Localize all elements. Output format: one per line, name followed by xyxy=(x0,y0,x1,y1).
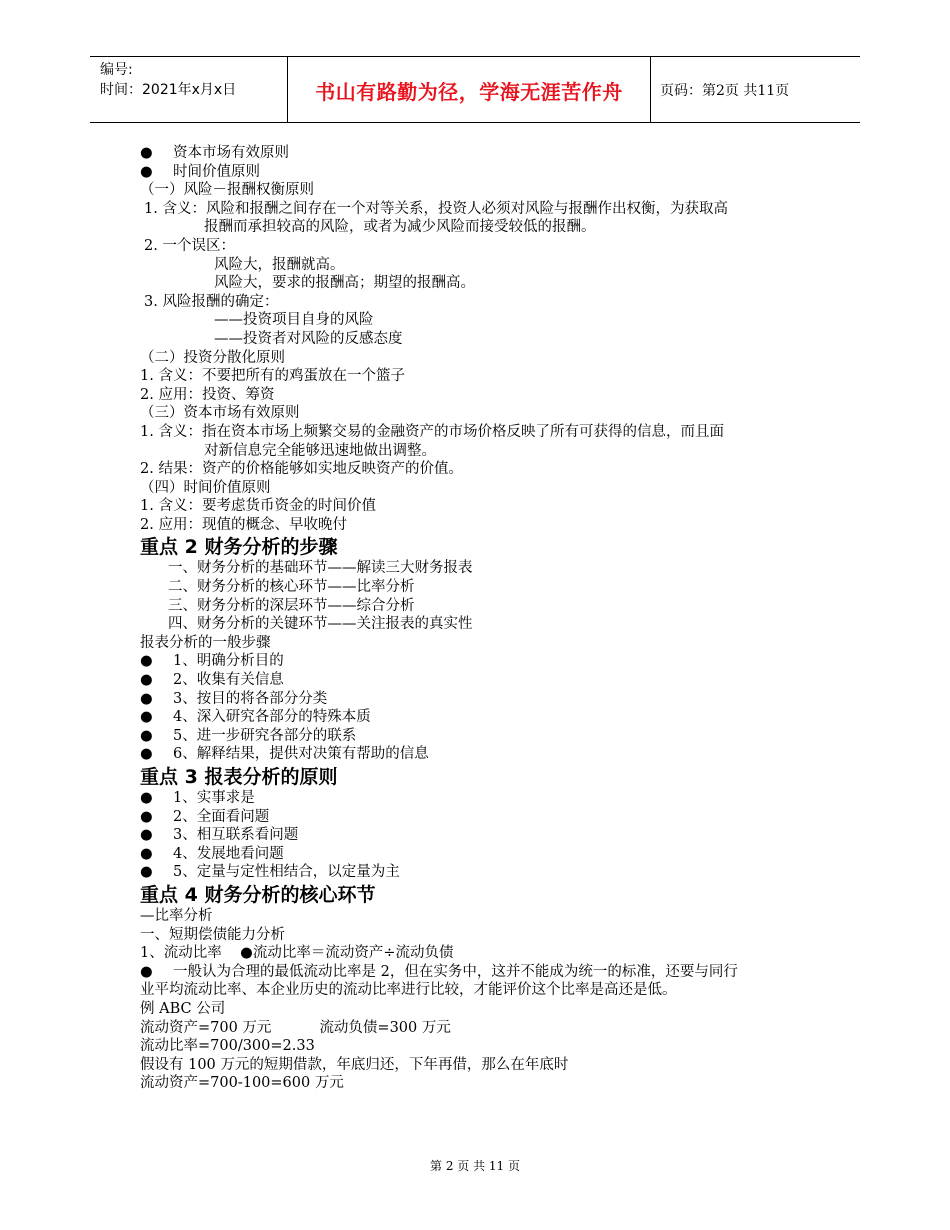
section-heading: （四）时间价值原则 xyxy=(140,479,271,496)
document-body xyxy=(140,144,830,1093)
bullet-item xyxy=(140,727,830,746)
bullet-icon: ● xyxy=(140,653,153,670)
text-line: 2. 应用：投资、筹资 xyxy=(140,386,275,403)
bullet-icon: ● xyxy=(140,845,153,862)
current-assets-text: 流动资产=700 万元 xyxy=(140,1019,272,1036)
bullet-icon: ● xyxy=(140,145,153,161)
bullet-icon: ● xyxy=(140,963,153,980)
bullet-item xyxy=(140,845,830,864)
step-line: 二、财务分析的核心环节——比率分析 xyxy=(168,579,415,596)
bullet-text: 5、进一步研究各部分的联系 xyxy=(173,727,357,744)
bullet-text: 资本市场有效原则 xyxy=(173,145,289,161)
bullet-text: 1、明确分析目的 xyxy=(173,653,284,670)
current-liabilities-text: 流动负债=300 万元 xyxy=(319,1019,451,1036)
text-line: 3. 风险报酬的确定： xyxy=(144,293,279,310)
step-line: 三、财务分析的深层环节——综合分析 xyxy=(168,597,415,614)
key-point-heading: 重点 3 报表分析的原则 xyxy=(140,766,338,788)
bullet-item xyxy=(140,745,830,764)
bullet-text: 6、解释结果，提供对决策有帮助的信息 xyxy=(173,746,429,763)
bullet-icon: ● xyxy=(140,827,153,844)
page-footer: 第 2 页 共 11 页 xyxy=(430,1159,520,1173)
text-line: 1、流动比率 ●流动比率＝流动资产÷流动负债 xyxy=(140,945,454,962)
bullet-text: 4、发展地看问题 xyxy=(173,845,284,862)
bullet-item xyxy=(140,863,830,882)
bullet-item xyxy=(140,163,830,182)
header-number-label: 编号: xyxy=(100,62,133,78)
header-meta xyxy=(100,60,236,100)
text-line: 1. 含义：指在资本市场上频繁交易的金融资产的市场价格反映了所有可获得的信息，而且面 xyxy=(140,423,724,440)
text-line: 对新信息完全能够迅速地做出调整。 xyxy=(204,442,436,459)
bullet-item xyxy=(140,144,830,163)
bullet-icon: ● xyxy=(140,790,153,806)
text-line: ——投资项目自身的风险 xyxy=(214,312,374,329)
bullet-icon: ● xyxy=(140,727,153,744)
bullet-text: 一般认为合理的最低流动比率是 2，但在实务中，这并不能成为统一的标准，还要与同行 xyxy=(173,963,738,980)
text-line: 1. 含义：要考虑货币资金的时间价值 xyxy=(140,498,376,515)
text-line: 假设有 100 万元的短期借款，年底归还，下年再借，那么在年底时 xyxy=(140,1056,569,1073)
bullet-item xyxy=(140,708,830,727)
section-heading: （二）投资分散化原则 xyxy=(140,349,285,366)
bullet-item xyxy=(140,826,830,845)
text-line: 流动比率=700/300=2.33 xyxy=(140,1038,315,1055)
step-line: 四、财务分析的关键环节——关注报表的真实性 xyxy=(168,616,473,633)
bullet-icon: ● xyxy=(140,709,153,726)
bullet-text: 2、全面看问题 xyxy=(173,808,270,825)
text-line: 业平均流动比率、本企业历史的流动比率进行比较，才能评价这个比率是高还是低。 xyxy=(140,982,677,999)
subheading: 报表分析的一般步骤 xyxy=(140,634,271,651)
bullet-icon: ● xyxy=(140,746,153,763)
key-point-heading: 重点 4 财务分析的核心环节 xyxy=(140,883,376,906)
bullet-text: 5、定量与定性相结合，以定量为主 xyxy=(173,864,400,881)
bullet-icon: ● xyxy=(140,808,153,825)
bullet-item xyxy=(140,652,830,671)
bullet-icon: ● xyxy=(140,690,153,707)
text-line: 2. 应用：现值的概念、早收晚付 xyxy=(140,516,347,533)
bullet-item xyxy=(140,671,830,690)
text-line: 2. 结果：资产的价格能够如实地反映资产的价值。 xyxy=(140,461,463,478)
header-top-rule xyxy=(90,56,860,57)
step-line: 一、财务分析的基础环节——解读三大财务报表 xyxy=(168,560,473,577)
bullet-item xyxy=(140,789,830,808)
bullet-icon: ● xyxy=(140,163,153,180)
section-heading: （三）资本市场有效原则 xyxy=(140,405,300,422)
header-motto: 书山有路勤为径，学海无涯苦作舟 xyxy=(315,80,623,104)
bullet-item xyxy=(140,963,830,982)
text-line: 例 ABC 公司 xyxy=(140,1000,226,1017)
bullet-text: 2、收集有关信息 xyxy=(173,672,284,689)
text-line: 流动资产=700-100=600 万元 xyxy=(140,1075,344,1092)
header-bottom-rule xyxy=(90,122,860,123)
bullet-text: 1、实事求是 xyxy=(173,790,255,806)
bullet-text: 3、按目的将各部分分类 xyxy=(173,690,328,707)
text-line: 风险大，要求的报酬高；期望的报酬高。 xyxy=(214,275,475,292)
key-point-heading: 重点 2 财务分析的步骤 xyxy=(140,536,338,559)
text-line: 1. 含义：风险和报酬之间存在一个对等关系，投资人必须对风险与报酬作出权衡，为获取高 xyxy=(144,200,728,217)
text-line: —比率分析 xyxy=(140,907,213,924)
bullet-text: 3、相互联系看问题 xyxy=(173,827,299,844)
text-line: 风险大，报酬就高。 xyxy=(214,256,345,273)
text-line: 2. 一个误区： xyxy=(144,237,235,254)
bullet-item xyxy=(140,808,830,827)
text-line: ——投资者对风险的反感态度 xyxy=(214,330,403,347)
bullet-item xyxy=(140,690,830,709)
section-heading: （一）风险－报酬权衡原则 xyxy=(140,182,314,199)
bullet-text: 时间价值原则 xyxy=(173,163,260,180)
header-time-label: 时间：2021年x月x日 xyxy=(100,82,237,98)
bullet-icon: ● xyxy=(140,864,153,881)
header-divider-right xyxy=(650,56,651,122)
text-line xyxy=(140,1019,830,1038)
header-page-info: 页码：第2页 共11页 xyxy=(660,83,790,99)
bullet-icon: ● xyxy=(140,672,153,689)
bullet-text: 4、深入研究各部分的特殊本质 xyxy=(173,709,371,726)
text-line: 1. 含义：不要把所有的鸡蛋放在一个篮子 xyxy=(140,368,405,385)
text-line: 报酬而承担较高的风险，或者为减少风险而接受较低的报酬。 xyxy=(204,219,596,236)
text-line: 一、短期偿债能力分析 xyxy=(140,926,285,943)
